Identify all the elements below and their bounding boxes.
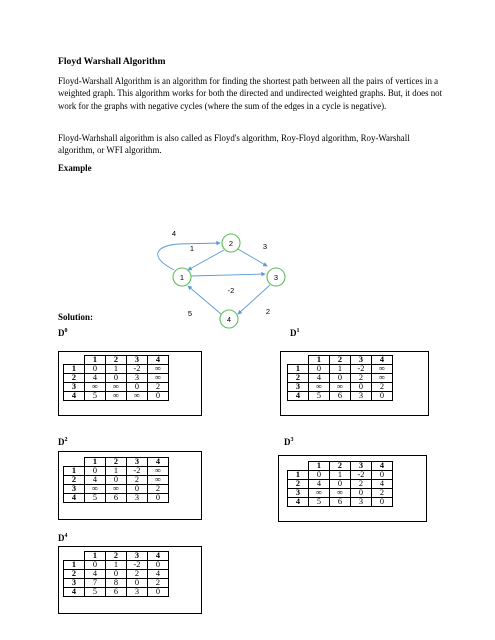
weighted-graph-diagram: [148, 216, 294, 334]
matrix-cell: 3: [351, 498, 372, 507]
matrix-cell: 4: [309, 374, 330, 383]
matrix-cell: 5: [309, 392, 330, 401]
matrix-cell: 3: [127, 494, 148, 503]
matrix-cell: 0: [330, 374, 351, 383]
matrix-cell: ∞: [127, 392, 148, 401]
matrix-header-cell: 3: [64, 383, 85, 392]
matrix-header-cell: 4: [64, 494, 85, 503]
matrix-cell: 0: [372, 392, 393, 401]
matrix-header-cell: 1: [64, 561, 85, 570]
matrix-header-cell: 1: [288, 365, 309, 374]
matrix-cell: 1: [106, 365, 127, 374]
edge-weight: 2: [265, 307, 271, 316]
edge-1-2: [158, 243, 220, 270]
matrix-cell: 5: [85, 392, 106, 401]
matrix-header-cell: 3: [127, 552, 148, 561]
distance-matrix-d2: [63, 457, 169, 503]
matrix-header-cell: 1: [64, 365, 85, 374]
matrix-cell: 4: [148, 570, 169, 579]
matrix-cell: 0: [148, 494, 169, 503]
edge-weight: 3: [262, 242, 268, 251]
matrix-cell: ∞: [309, 383, 330, 392]
matrix-cell: 2: [127, 570, 148, 579]
matrix-cell: 3: [127, 374, 148, 383]
matrix-header-cell: 3: [64, 485, 85, 494]
matrix-cell: 0: [127, 579, 148, 588]
matrix-cell: 1: [106, 561, 127, 570]
matrix-cell: 0: [309, 471, 330, 480]
matrix-header-cell: 2: [64, 374, 85, 383]
matrix-header-cell: 4: [148, 356, 169, 365]
matrix-cell: 8: [106, 579, 127, 588]
matrix-cell: 4: [85, 570, 106, 579]
matrix-header-cell: 4: [372, 462, 393, 471]
matrix-header-cell: 2: [288, 480, 309, 489]
matrix-cell: 2: [148, 485, 169, 494]
matrix-header-cell: 2: [288, 374, 309, 383]
intro-paragraph: Floyd-Warshall Algorithm is an algorithm for finding the shortest path between all the pairs of vertices in a weighted graph. This algorithm works for both the directed and undirected weighted graphs. But, it does not work for the graphs with negative cycles (where the sum of the edges in a cycle is negative).: [58, 76, 443, 111]
matrix-header-cell: 1: [85, 458, 106, 467]
matrix-cell: 1: [330, 471, 351, 480]
matrix-cell: ∞: [106, 485, 127, 494]
matrix-cell: 5: [309, 498, 330, 507]
matrix-header-cell: 4: [148, 458, 169, 467]
matrix-cell: 0: [148, 561, 169, 570]
distance-matrix-d3: [287, 461, 393, 507]
matrix-label-d2: $D^2$: [58, 437, 68, 447]
matrix-cell: 0: [372, 471, 393, 480]
matrix-header-cell: 4: [288, 498, 309, 507]
matrix-header-cell: 3: [64, 579, 85, 588]
matrix-header-cell: 3: [351, 462, 372, 471]
matrix-cell: 6: [330, 498, 351, 507]
solution-heading: Solution:: [58, 312, 94, 322]
matrix-label-d3: $D^3$: [284, 437, 294, 447]
matrix-cell: ∞: [148, 476, 169, 485]
matrix-cell: 0: [106, 476, 127, 485]
matrix-cell: ∞: [148, 365, 169, 374]
matrix-cell: 0: [351, 489, 372, 498]
matrix-header-cell: 2: [64, 476, 85, 485]
matrix-cell: 2: [351, 374, 372, 383]
matrix-cell: 0: [148, 392, 169, 401]
matrix-label-d1: $D^1$: [290, 328, 300, 338]
matrix-cell: 0: [148, 588, 169, 597]
matrix-label-d0: $D^0$: [58, 328, 68, 338]
matrix-cell: 0: [85, 467, 106, 476]
example-heading: Example: [58, 163, 92, 173]
matrix-cell: 4: [85, 374, 106, 383]
matrix-header-cell: 1: [64, 467, 85, 476]
matrix-cell: 5: [85, 494, 106, 503]
matrix-cell: -2: [351, 471, 372, 480]
matrix-cell: 0: [351, 383, 372, 392]
matrix-cell: ∞: [148, 467, 169, 476]
node-label: 2: [228, 239, 234, 248]
matrix-header-cell: 2: [330, 462, 351, 471]
matrix-cell: 0: [127, 383, 148, 392]
matrix-cell: 0: [330, 480, 351, 489]
edge-2-1: [188, 250, 224, 270]
matrix-cell: 0: [127, 485, 148, 494]
matrix-cell: 0: [372, 498, 393, 507]
matrix-header-cell: 3: [288, 383, 309, 392]
edge-1-3: [191, 274, 265, 276]
matrix-cell: ∞: [106, 392, 127, 401]
edge-weight: 1: [189, 244, 195, 253]
matrix-header-cell: 3: [127, 458, 148, 467]
matrix-header-cell: 1: [85, 356, 106, 365]
matrix-cell: 4: [309, 480, 330, 489]
matrix-cell: 0: [85, 365, 106, 374]
edge-weight: 5: [187, 309, 193, 318]
matrix-cell: ∞: [309, 489, 330, 498]
matrix-cell: -2: [351, 365, 372, 374]
matrix-cell: ∞: [148, 374, 169, 383]
matrix-cell: 1: [330, 365, 351, 374]
matrix-header-cell: 2: [106, 356, 127, 365]
distance-matrix-d1: [287, 355, 393, 401]
matrix-header-cell: 4: [288, 392, 309, 401]
matrix-header-cell: 4: [64, 588, 85, 597]
matrix-cell: ∞: [85, 485, 106, 494]
matrix-cell: 7: [85, 579, 106, 588]
distance-matrix-d4: [63, 551, 169, 597]
matrix-cell: -2: [127, 365, 148, 374]
node-label: 1: [179, 273, 185, 282]
matrix-cell: -2: [127, 561, 148, 570]
matrix-header-cell: 2: [64, 570, 85, 579]
matrix-cell: ∞: [85, 383, 106, 392]
matrix-cell: ∞: [372, 365, 393, 374]
matrix-header-cell: 2: [106, 552, 127, 561]
document-title: Floyd Warshall Algorithm: [58, 56, 166, 67]
edge-2-3: [238, 249, 267, 266]
distance-matrix-d0: [63, 355, 169, 401]
matrix-header-cell: 2: [330, 356, 351, 365]
matrix-cell: 2: [148, 579, 169, 588]
matrix-header-cell: 3: [127, 356, 148, 365]
matrix-cell: 3: [351, 392, 372, 401]
edge-weight: -2: [227, 286, 235, 295]
matrix-header-cell: 4: [372, 356, 393, 365]
matrix-header-cell: 1: [85, 552, 106, 561]
matrix-cell: 2: [351, 480, 372, 489]
matrix-cell: 2: [372, 383, 393, 392]
matrix-cell: 3: [127, 588, 148, 597]
matrix-header-cell: 4: [148, 552, 169, 561]
matrix-header-cell: 2: [106, 458, 127, 467]
matrix-cell: 0: [106, 374, 127, 383]
matrix-header-cell: 1: [309, 462, 330, 471]
matrix-cell: 6: [106, 494, 127, 503]
node-label: 4: [226, 315, 232, 324]
matrix-cell: -2: [127, 467, 148, 476]
matrix-cell: 6: [106, 588, 127, 597]
matrix-cell: ∞: [330, 489, 351, 498]
matrix-cell: 2: [148, 383, 169, 392]
matrix-cell: 2: [127, 476, 148, 485]
matrix-cell: ∞: [330, 383, 351, 392]
matrix-header-cell: 3: [351, 356, 372, 365]
matrix-cell: 5: [85, 588, 106, 597]
matrix-header-cell: 1: [309, 356, 330, 365]
matrix-cell: 1: [106, 467, 127, 476]
matrix-cell: 4: [372, 480, 393, 489]
matrix-cell: ∞: [372, 374, 393, 383]
matrix-header-cell: 4: [64, 392, 85, 401]
matrix-cell: 6: [330, 392, 351, 401]
matrix-label-d4: $D^4$: [58, 533, 68, 543]
matrix-header-cell: 1: [288, 471, 309, 480]
node-label: 3: [273, 273, 279, 282]
matrix-cell: 2: [372, 489, 393, 498]
matrix-cell: ∞: [106, 383, 127, 392]
matrix-cell: 0: [106, 570, 127, 579]
edge-weight: 4: [171, 229, 177, 238]
matrix-cell: 0: [309, 365, 330, 374]
matrix-cell: 4: [85, 476, 106, 485]
aliases-paragraph: Floyd-Warhshall algorithm is also called as Floyd's algorithm, Roy-Floyd algorithm, Roy-Warshall algorithm, or WFI algorithm.: [58, 133, 410, 156]
matrix-header-cell: 3: [288, 489, 309, 498]
edge-4-1: [188, 286, 221, 314]
matrix-cell: 0: [85, 561, 106, 570]
